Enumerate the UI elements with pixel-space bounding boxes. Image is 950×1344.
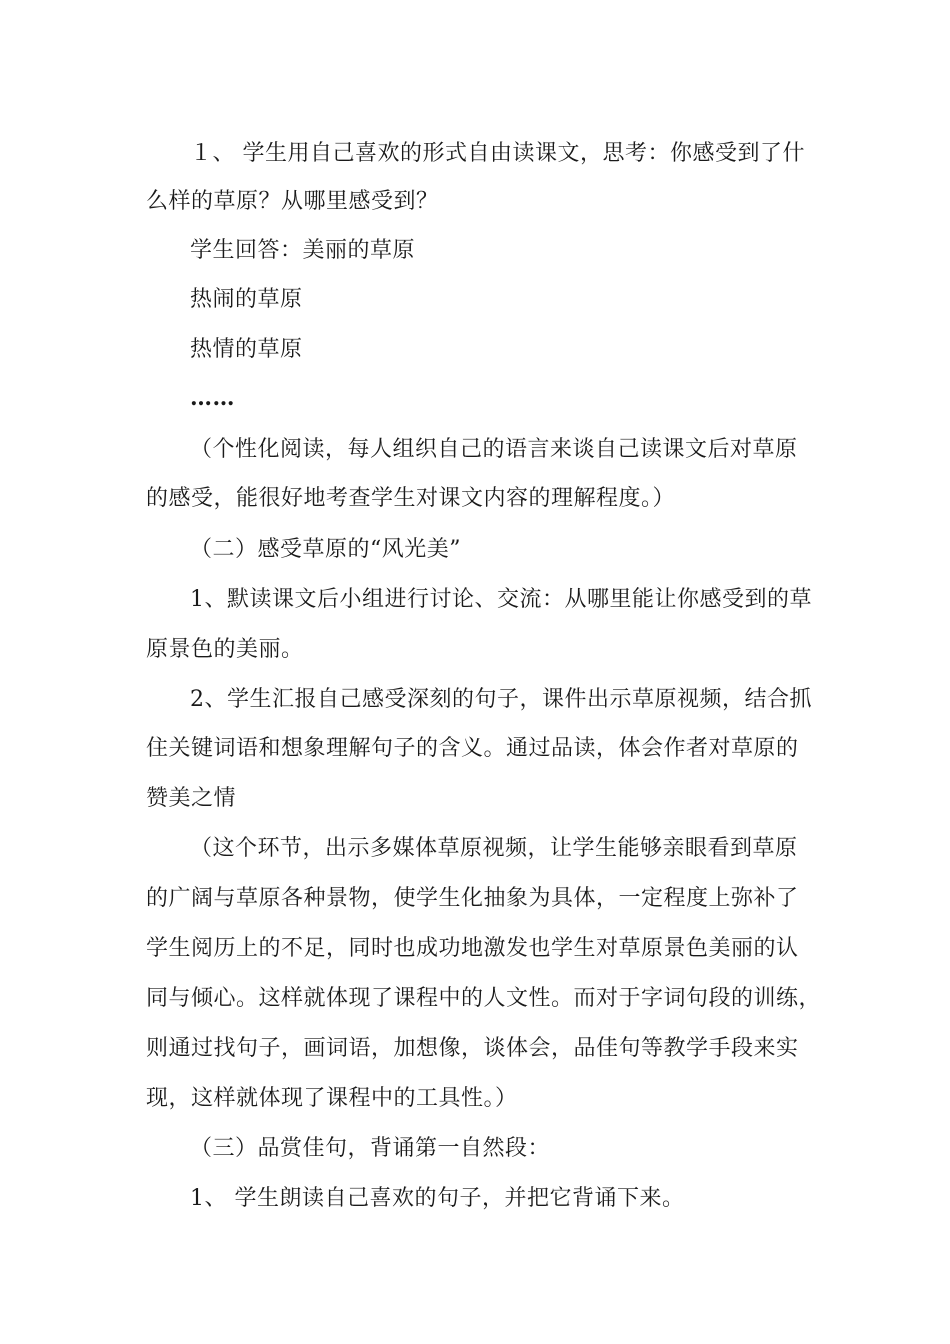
text-line: 1、默读课文后小组进行讨论、交流：从哪里能让你感受到的草 <box>190 587 812 612</box>
text-line: 学生回答：美丽的草原 <box>190 238 416 263</box>
text-line: 1、 学生朗读自己喜欢的句子，并把它背诵下来。 <box>190 1186 685 1211</box>
text-line: 原景色的美丽。 <box>146 637 304 662</box>
text-line: 学生阅历上的不足，同时也成功地激发也学生对草原景色美丽的认 <box>146 936 799 961</box>
text-line: 的广阔与草原各种景物，使学生化抽象为具体，一定程度上弥补了 <box>146 886 799 911</box>
text-line: 热闹的草原 <box>190 287 303 312</box>
text-line: 住关键词语和想象理解句子的含义。通过品读，体会作者对草原的 <box>146 736 799 761</box>
text-line: 则通过找句子，画词语，加想像，谈体会，品佳句等教学手段来实 <box>146 1036 799 1061</box>
text-line: 现，这样就体现了课程中的工具性。） <box>146 1086 518 1111</box>
ellipsis-line: …… <box>190 385 235 411</box>
text-line: 同与倾心。这样就体现了课程中的人文性。而对于字词句段的训练， <box>146 986 822 1011</box>
text-line: 么样的草原？从哪里感受到？ <box>146 189 439 214</box>
text-line: 2、学生汇报自己感受深刻的句子，课件出示草原视频，结合抓 <box>190 687 812 712</box>
section-heading: （二）感受草原的“风光美” <box>190 537 461 562</box>
text-line: 的感受，能很好地考查学生对课文内容的理解程度。） <box>146 486 676 511</box>
text-line: （这个环节，出示多媒体草原视频，让学生能够亲眼看到草原 <box>190 836 798 861</box>
text-line: 热情的草原 <box>190 337 303 362</box>
text-line: 赞美之情 <box>146 786 237 811</box>
section-heading: （三）品赏佳句，背诵第一自然段： <box>190 1136 551 1161</box>
text-line: １、 学生用自己喜欢的形式自由读课文，思考：你感受到了什 <box>190 141 805 166</box>
text-line: （个性化阅读，每人组织自己的语言来谈自己读课文后对草原 <box>190 437 798 462</box>
